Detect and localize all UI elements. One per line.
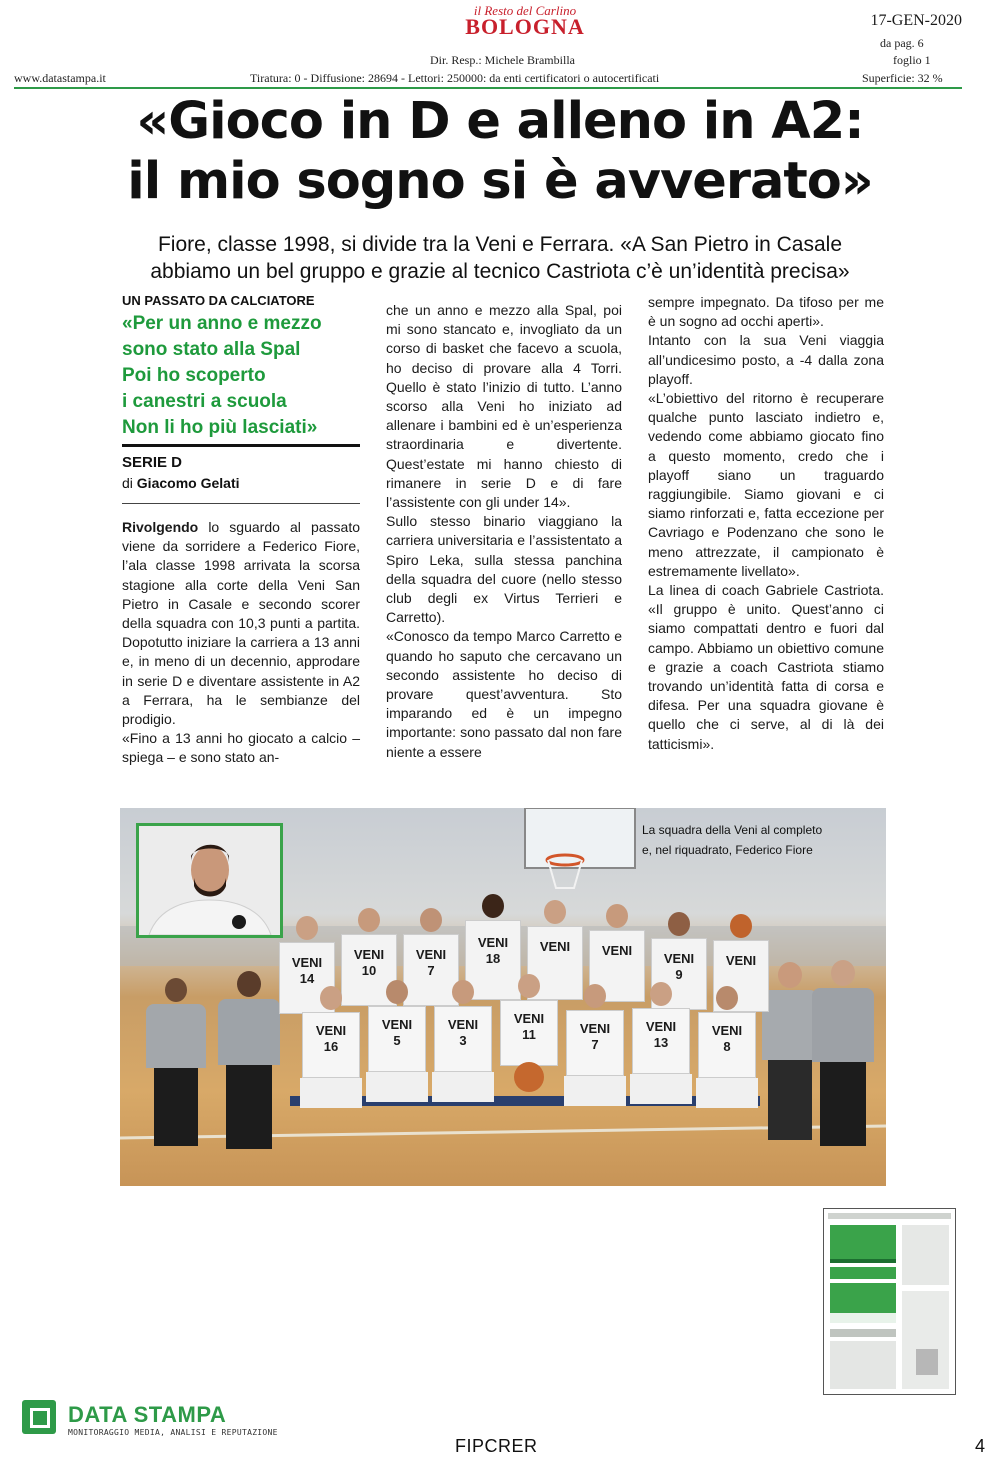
logo-inner-square	[30, 1408, 50, 1428]
backboard	[525, 808, 635, 868]
pull-quote	[122, 311, 362, 441]
director-line: Dir. Resp.: Michele Brambilla	[430, 53, 575, 67]
paragraph-text: lo sguardo al passato viene da sorridere a Federico Fiore, l’ala classe 1998 arrivata la scorsa stagione alla corte della Veni San Pietro in Casale e secondo scorer della squadra con 10,3 punti a partita. Dopotutto iniziare la carriera a 13 anni e, in meno di un decennio, approdare in serie D e diventare assistente in A2 a Ferrara, ha le sembianze del prodigio.	[122, 519, 360, 728]
logo-name: DATA STAMPA	[68, 1402, 227, 1427]
jersey-number: 14	[299, 971, 315, 986]
jersey-text: VENI	[539, 939, 571, 954]
caption-line-1: La squadra della Veni al completo	[642, 823, 823, 837]
jersey-number: 11	[522, 1027, 536, 1042]
paragraph: La linea di coach Gabriele Castriota. «Il gruppo è unito. Quest’anno ci siamo compattati dentro e fuori dal campo. Abbiamo un obiettivo comune e grazie a coach Castriota stiamo trovando un’identità fatta di corsa e difesa. Per una squadra giovane è quello che ci serve, al di là dei tatticismi».	[648, 582, 884, 752]
article-column-3	[648, 293, 884, 754]
paragraph: Sullo stesso binario viaggiano la carriera universitaria e l’assistentato a Spiro Leka, sulla stessa panchina della squadra del cuore (nello stesso club degli ex Virtus Terrieri e Carretto).	[386, 513, 622, 626]
lead-word: Rivolgendo	[122, 519, 199, 535]
paragraph: «Fino a 13 anni ho giocato a calcio – spiega – e sono stato an-	[122, 730, 360, 766]
headline-line-2: il mio sogno si è avverato»	[127, 152, 873, 211]
article-column-1	[122, 518, 360, 768]
jersey-number: 8	[723, 1039, 731, 1054]
paragraph: che un anno e mezzo alla Spal, poi mi sono stancato e, invogliato da un corso di basket che facevo a scuola, ho deciso di provare alla 4 Torri. Quello è stato l’inizio di tutto. L’anno scorso alla Veni ho iniziato ad allenare i bambini ed è un’esperienza straordinaria e divertente. Quest’estate mi hanno chiesto di rimanere in serie D e di fare l’assistente con gli under 14».	[386, 302, 622, 511]
caption-line-2: e, nel riquadrato, Federico Fiore	[642, 843, 813, 857]
subheadline-line-1: Fiore, classe 1998, si divide tra la Veni e Ferrara. «A San Pietro in Casale	[157, 233, 843, 256]
page-thumbnail[interactable]	[823, 1208, 956, 1395]
section-divider	[122, 444, 360, 447]
subheadline-line-2: abbiamo un bel gruppo e grazie al tecnico Castriota c’è un’identità precisa»	[150, 260, 850, 283]
article-column-2	[386, 301, 622, 762]
jersey-text: VENI	[353, 947, 385, 962]
website-link[interactable]: www.datastampa.it	[14, 71, 106, 85]
sheet-info: foglio 1	[893, 53, 931, 67]
pull-quote-line: «Per un anno e mezzo	[122, 313, 322, 334]
player	[564, 984, 626, 1154]
paragraph	[122, 518, 360, 729]
staff-member	[216, 971, 282, 1161]
circulation-line: Tiratura: 0 - Diffusione: 28694 - Lettori: 250000: da enti certificatori o autocertificati	[250, 71, 660, 85]
jersey-text: VENI	[415, 947, 447, 962]
jersey-text: VENI	[291, 955, 323, 970]
section-label: SERIE D	[122, 454, 183, 471]
paragraph: Intanto con la sua Veni viaggia all’undicesimo posto, a -4 dalla zona playoff.	[648, 332, 884, 387]
player	[630, 982, 692, 1152]
basketball	[514, 1062, 544, 1092]
jersey-number: 7	[591, 1037, 599, 1052]
masthead-title: BOLOGNA	[465, 14, 585, 39]
logo-tagline: MONITORAGGIO MEDIA, ANALISI E REPUTAZIONE	[68, 1428, 278, 1437]
player	[432, 980, 494, 1150]
player	[366, 980, 428, 1150]
headline-line-1: «Gioco in D e alleno in A2:	[136, 92, 864, 151]
jersey-text: VENI	[381, 1017, 413, 1032]
page-info: da pag. 6	[880, 36, 924, 50]
client-code: FIPCRER	[455, 1436, 538, 1456]
jersey-number: 5	[393, 1033, 401, 1048]
staff-member	[144, 978, 208, 1158]
jersey-text: VENI	[725, 953, 757, 968]
paragraph: «Conosco da tempo Marco Carretto e quando ho saputo che cercavano un secondo assistente ho deciso di provare quest’avventura. Sto imparando ed è un impegno importante: sono passato dal non fare niente a essere	[386, 628, 622, 760]
author-name: Giacomo Gelati	[136, 475, 240, 491]
header-divider	[14, 87, 962, 89]
jersey-text: VENI	[601, 943, 633, 958]
headline	[60, 92, 940, 212]
masthead-subtitle: il Resto del Carlino	[473, 3, 577, 18]
jersey-text: VENI	[315, 1023, 347, 1038]
jersey-number: 3	[459, 1033, 467, 1048]
pull-quote-line: Poi ho scoperto	[122, 365, 266, 386]
staff-member	[810, 960, 876, 1150]
page-number: 4	[975, 1436, 986, 1456]
byline-divider	[122, 503, 360, 504]
player	[696, 986, 758, 1156]
portrait-illustration	[139, 826, 280, 935]
pull-quote-line: sono stato alla Spal	[122, 339, 301, 360]
jersey-text: VENI	[477, 935, 509, 950]
jersey-text: VENI	[645, 1019, 677, 1034]
surface-line: Superficie: 32 %	[862, 71, 943, 85]
subheadline	[60, 231, 940, 285]
pull-quote-line: Non li ho più lasciati»	[122, 417, 318, 438]
jersey-number: 10	[361, 963, 377, 978]
jersey-text: VENI	[579, 1021, 611, 1036]
jersey-number: 7	[427, 963, 435, 978]
paragraph: «L’obiettivo del ritorno è recuperare qualche punto lasciato indietro e, vedendo come abbiamo giocato fino a questo momento, credo che i playoff siano un traguardo raggiungibile. Siamo giovani e ci siamo rinforzati e, fatta eccezione per Cavriago e Podenzano che sono le meno attrezzate, il campionato è estremamente livellato».	[648, 390, 884, 579]
photo-caption	[642, 820, 872, 860]
issue-date: 17-GEN-2020	[870, 12, 962, 29]
jersey-text: VENI	[663, 951, 695, 966]
byline-prefix: di	[122, 475, 133, 491]
pull-quote-line: i canestri a scuola	[122, 391, 287, 412]
jersey-text: VENI	[513, 1011, 545, 1026]
jersey-text: VENI	[447, 1017, 479, 1032]
paragraph: sempre impegnato. Da tifoso per me è un sogno ad occhi aperti».	[648, 294, 884, 330]
jersey-number: 18	[485, 951, 501, 966]
kicker: UN PASSATO DA CALCIATORE	[122, 293, 315, 308]
byline	[122, 475, 240, 491]
jersey-text: VENI	[711, 1023, 743, 1038]
player	[300, 986, 362, 1156]
page-thumbnail-illustration	[824, 1209, 955, 1394]
jersey-number: 13	[653, 1035, 669, 1050]
player	[498, 974, 560, 1144]
inset-portrait	[136, 823, 283, 938]
jersey-number: 16	[323, 1039, 339, 1054]
jersey-number: 9	[675, 967, 683, 982]
